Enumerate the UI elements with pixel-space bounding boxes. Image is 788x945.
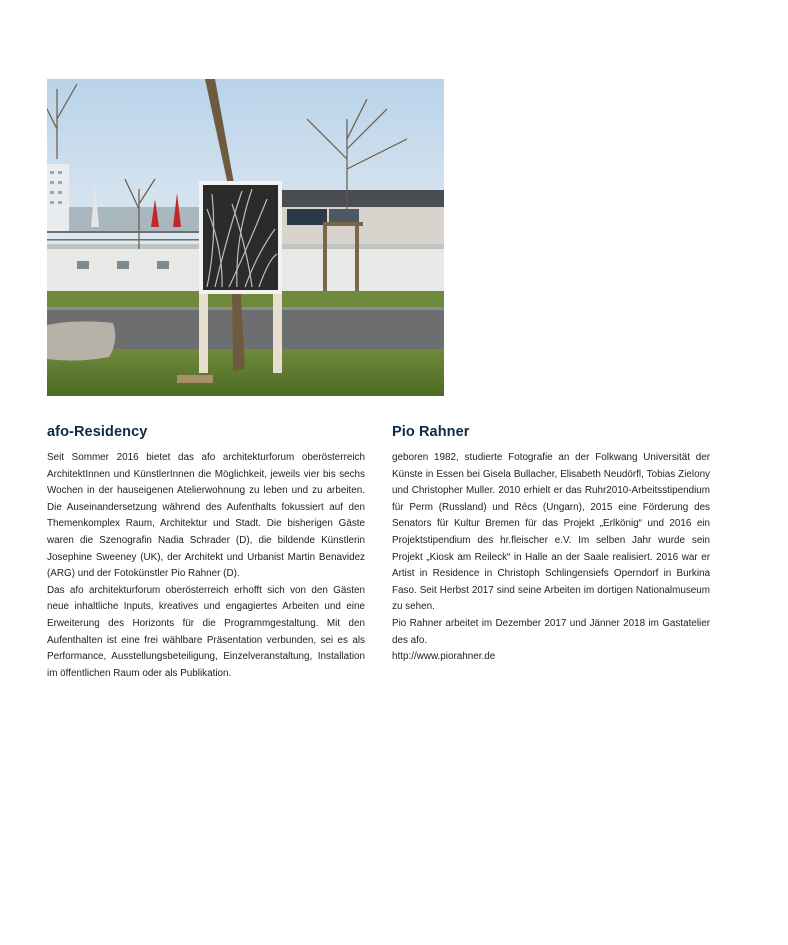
pio-rahner-column [392,424,710,666]
pio-rahner-bio-paragraph: geboren 1982, studierte Fotografie an der Folkwang Universität der Künste in Essen bei Gisela Bullacher, Elisabeth Neudörfl, Tobias Zielony und Christopher Muller. 2010 erhielt er das Ruhr2010-Arbeitsstipendium für Perm (Russland) und Récs (Ungarn), 2015 eine Förderung des Senators für Kultur Bremen für das Projekt „Erlkönig“ und 2016 ein Projektstipendium des hr.fleischer e.V. Im selben Jahr wurde sein Projekt „Kiosk am Reileck“ in Halle an der Saale realisiert. 2016 war er Artist in Residence in Christoph Schlingensiefs Operndorf in Burkina Faso. Seit Herbst 2017 sind seine Arbeiten im dortigen Nationalmuseum zu sehen. [392,452,710,613]
pio-rahner-website-link[interactable]: http://www.piorahner.de [392,651,496,663]
afo-residency-paragraph-2: Das afo architekturforum oberösterreich erhofft sich von den Gästen neue inhaltliche Inputs, kreatives und engagiertes Arbeiten und eine Erweiterung des Horizonts für die Programmgestaltung. Mit den Aufenthalten ist eine frei wählbare Präsentation verbunden, sei es als Performance, Ausstellungsbeteiligung, Einzelveranstaltung, Installation im öffentlichen Raum oder als Publikation. [47,584,365,679]
pio-rahner-heading: Pio Rahner [392,424,470,440]
afo-residency-paragraph-1: Seit Sommer 2016 bietet das afo architekturforum oberösterreich ArchitektInnen und KünstlerInnen die Möglichkeit, jeweils vier bis sechs Wochen in der hauseigenen Atelierwohnung zu leben und zu arbeiten. Die Auseinandersetzung während des Aufenthalts fokussiert auf den Themenkomplex Raum, Architektur und Stadt. Die bisherigen Gäste waren die Szenografin Nadia Schrader (D), die bildende Künstlerin Josephine Sweeney (UK), der Architekt und Urbanist Martin Benavidez (ARG) und der Fotokünstler Pio Rahner (D). [47,452,365,580]
afo-residency-heading: afo-Residency [47,424,148,440]
afo-residency-column [47,424,365,682]
residency-photo [47,79,444,396]
pio-rahner-residency-paragraph: Pio Rahner arbeitet im Dezember 2017 und Jänner 2018 im Gastatelier des afo. [392,617,710,646]
